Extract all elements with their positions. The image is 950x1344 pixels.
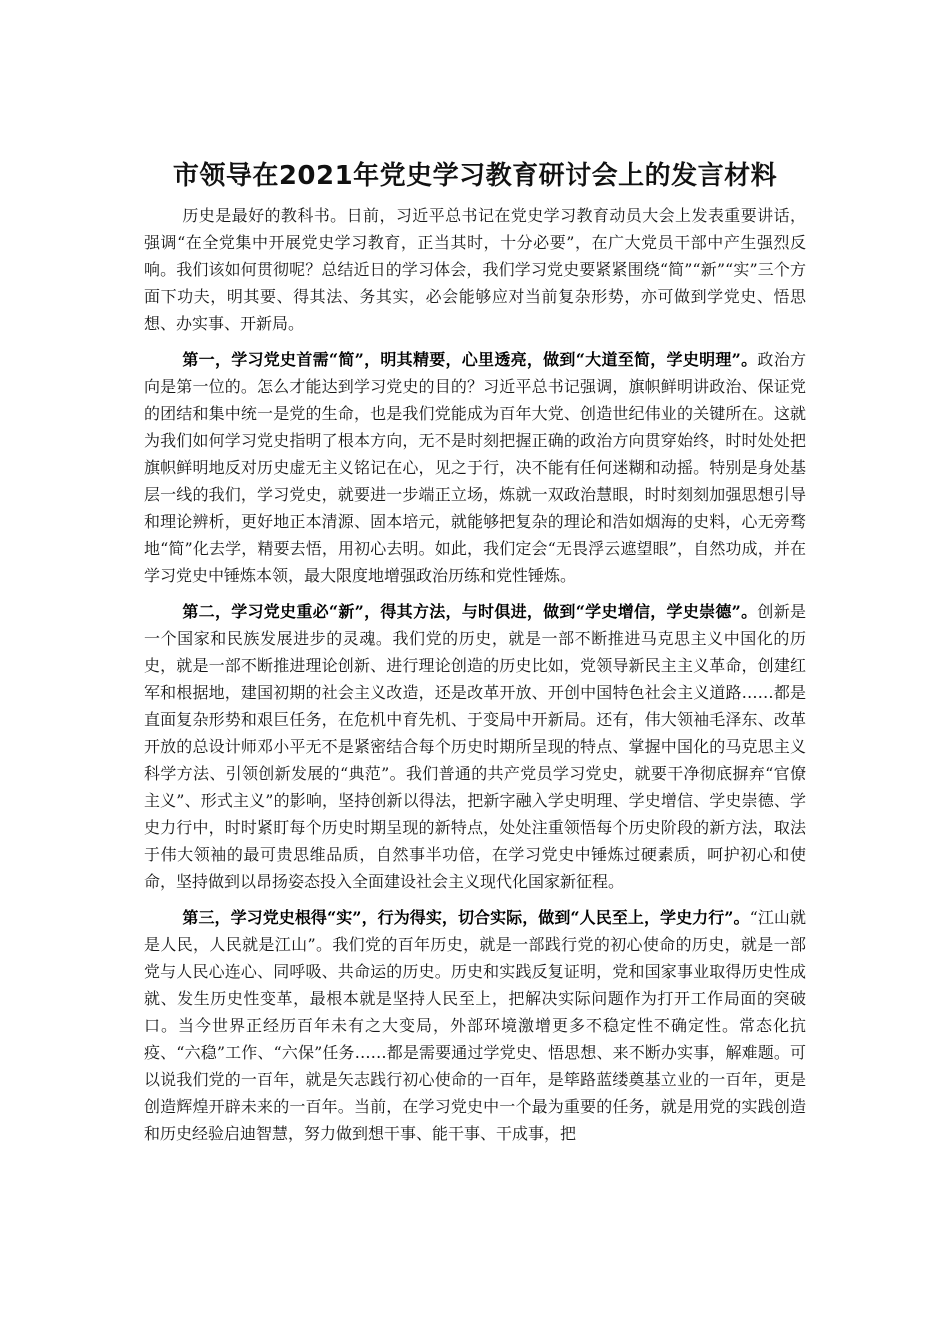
paragraph-text: 政治方向是第一位的。怎么才能达到学习党史的目的？习近平总书记强调，旗帜鲜明讲政治、保证党的团结和集中统一是党的生命，也是我们党能成为百年大党、创造世纪伟业的关键所在。这就为我们如何学习党史指明了根本方向，无不是时刻把握正确的政治方向贯穿始终，时时处处把旗帜鲜明地反对历史虚无主义铭记在心，见之于行，决不能有任何迷糊和动摇。特别是身处基层一线的我们，学习党史，就要进一步端正立场，炼就一双政治慧眼，时时刻刻加强思想引导和理论辨析，更好地正本清源、固本培元，就能够把复杂的理论和浩如烟海的史料，心无旁骛地“简”化去学，精要去悟，用初心去明。如此，我们定会“无畏浮云遮望眼”，自然功成，并在学习党史中锤炼本领，最大限度地增强政治历练和党性锤炼。 — [144, 350, 806, 585]
paragraph-first-point — [144, 346, 806, 589]
paragraph-intro — [144, 202, 806, 337]
paragraph-text: 历史是最好的教科书。日前，习近平总书记在党史学习教育动员大会上发表重要讲话，强调“在全党集中开展党史学习教育，正当其时，十分必要”，在广大党员干部中产生强烈反响。我们该如何贯彻呢？总结近日的学习体会，我们学习党史要紧紧围绕“简”“新”“实”三个方面下功夫，明其要、得其法、务其实，必会能够应对当前复杂形势，亦可做到学党史、悟思想、办实事、开新局。 — [144, 206, 806, 333]
paragraph-text: “江山就是人民，人民就是江山”。我们党的百年历史，就是一部践行党的初心使命的历史，就是一部党与人民心连心、同呼吸、共命运的历史。历史和实践反复证明，党和国家事业取得历史性成就、发生历史性变革，最根本就是坚持人民至上，把解决实际问题作为打开工作局面的突破口。当今世界正经历百年未有之大变局，外部环境激增更多不稳定性不确定性。常态化抗疫、“六稳”工作、“六保”任务……都是需要通过学党史、悟思想、来不断办实事，解难题。可以说我们党的一百年，就是矢志践行初心使命的一百年，是筚路蓝缕奠基立业的一百年，更是创造辉煌开辟未来的一百年。当前，在学习党史中一个最为重要的任务，就是用党的实践创造和历史经验启迪智慧，努力做到想干事、能干事、干成事，把 — [144, 908, 806, 1143]
paragraph-lead: 第二，学习党史重必“新”，得其方法，与时俱进，做到“学史增信，学史崇德”。 — [182, 602, 758, 621]
paragraph-lead: 第一，学习党史首需“简”，明其精要，心里透亮，做到“大道至简，学史明理”。 — [182, 350, 758, 369]
document-title: 市领导在2021年党史学习教育研讨会上的发言材料 — [172, 161, 778, 191]
document-body — [144, 202, 806, 1156]
paragraph-third-point — [144, 904, 806, 1147]
paragraph-lead: 第三，学习党史根得“实”，行为得实，切合实际，做到“人民至上，学史力行”。 — [182, 908, 750, 927]
paragraph-second-point — [144, 598, 806, 895]
paragraph-text: 创新是一个国家和民族发展进步的灵魂。我们党的历史，就是一部不断推进马克思主义中国化的历史，就是一部不断推进理论创新、进行理论创造的历史比如，党领导新民主主义革命，创建红军和根据地，建国初期的社会主义改造，还是改革开放、开创中国特色社会主义道路……都是直面复杂形势和艰巨任务，在危机中育先机、于变局中开新局。还有，伟大领袖毛泽东、改革开放的总设计师邓小平无不是紧密结合每个历史时期所呈现的特点、掌握中国化的马克思主义科学方法、引领创新发展的“典范”。我们普通的共产党员学习党史，就要干净彻底摒弃“官僚主义”、形式主义”的影响，坚持创新以得法，把新字融入学史明理、学史增信、学史崇德、学史力行中，时时紧盯每个历史时期呈现的新特点，处处注重领悟每个历史阶段的新方法，取法于伟大领袖的最可贵思维品质，自然事半功倍，在学习党史中锤炼过硬素质，呵护初心和使命，坚持做到以昂扬姿态投入全面建设社会主义现代化国家新征程。 — [144, 602, 806, 891]
